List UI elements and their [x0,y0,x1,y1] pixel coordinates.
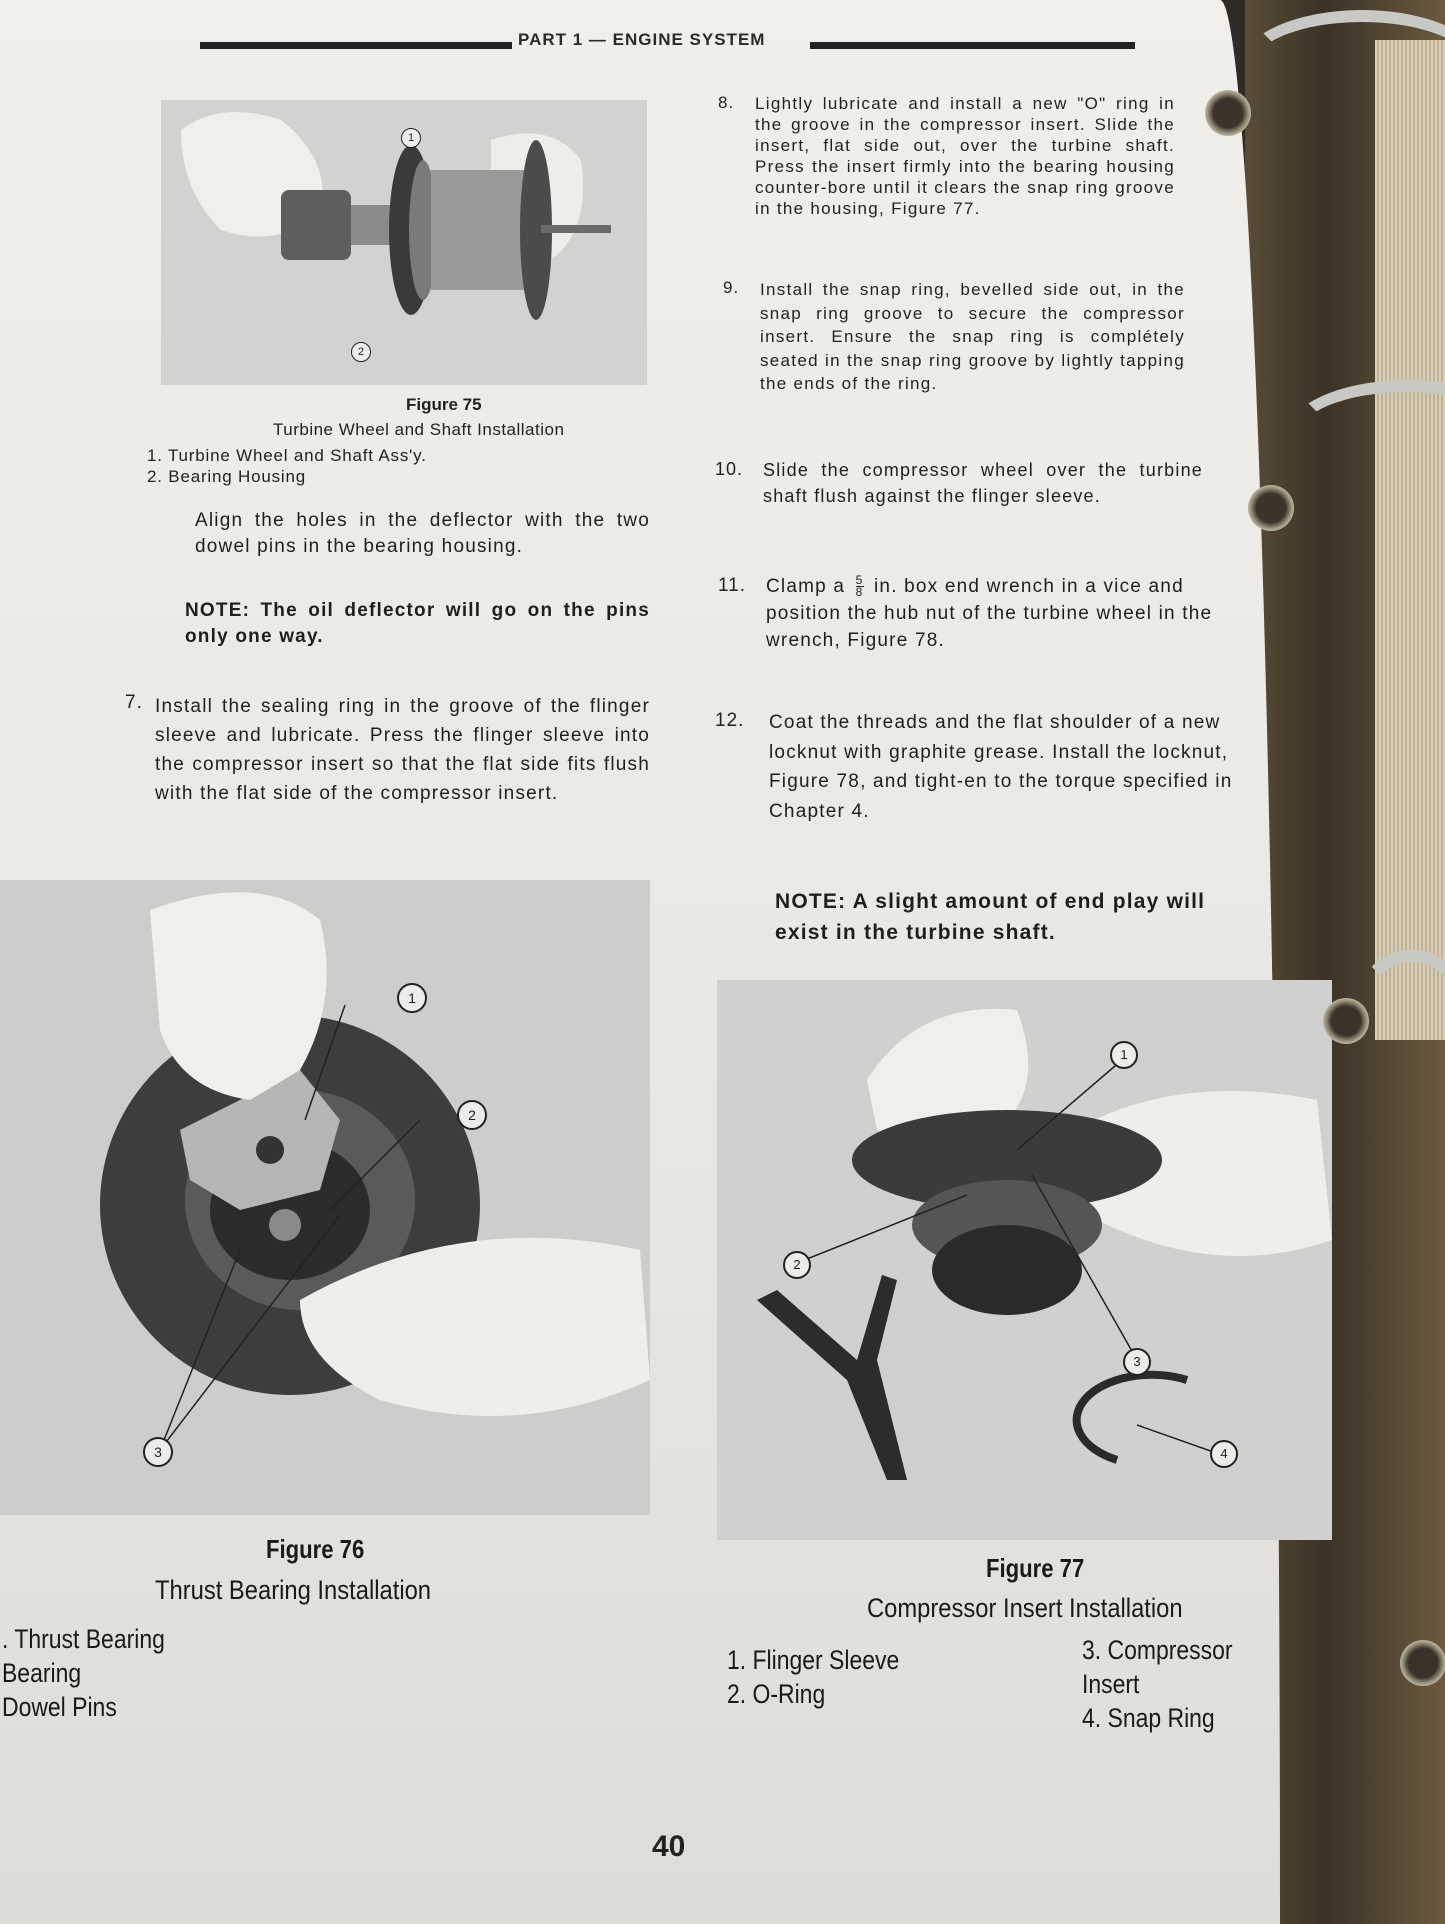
figure-76-title: Figure 76 [266,1534,365,1564]
header-title: PART 1 — ENGINE SYSTEM [518,30,766,49]
step-10-number: 10. [715,459,744,479]
step-9-number: 9. [723,278,740,297]
step-12-text: Coat the threads and the flat shoulder of a new locknut with graphite grease. Install the locknut, Figure 78, and tight-en to the torque specified in Chapter 4. [769,712,1233,822]
figure-77-title: Figure 77 [986,1553,1085,1583]
figure-75-legend [147,445,427,487]
figure-76-subtitle: Thrust Bearing Installation [155,1575,432,1605]
step-8-number: 8. [718,93,735,112]
fraction-numerator: 5 [855,573,864,588]
figure-76-callout-3: 3 [143,1437,173,1467]
figure-77-callout-1: 1 [1110,1041,1138,1069]
page-number: 40 [652,1830,686,1863]
step-8-text: Lightly lubricate and install a new "O" ring in the groove in the compressor insert. Slide the insert, flat side out, over the turbine shaft. Press the insert firmly into the bearing housing counter-bore until it clears the snap ring groove in the housing, Figure 77. [755,94,1175,218]
figure-75-photo [161,100,647,385]
step-10-text: Slide the compressor wheel over the turbine shaft flush against the flinger sleeve. [763,460,1203,506]
figure-77-subtitle: Compressor Insert Installation [867,1593,1183,1623]
figure-75-subtitle: Turbine Wheel and Shaft Installation [273,420,565,439]
figure-76-callout-2: 2 [457,1100,487,1130]
step-11-number: 11. [718,575,747,596]
figure-77-legend-item: 3. Compressor Insert [1082,1635,1233,1699]
step-9-text: Install the snap ring, bevelled side out, in the snap ring groove to secure the compressor insert. Ensure the snap ring is complétely seated in the snap ring groove by lightly tapping the ends of the ring. [760,280,1185,393]
figure-77-callout-4: 4 [1210,1440,1238,1468]
figure-77-photo [717,980,1332,1540]
oil-deflector-note: NOTE: The oil deflector will go on the pins only one way. [185,600,650,647]
page-stack [1375,40,1445,1040]
figure-77-legend-left [727,1643,899,1711]
step-7-text: Install the sealing ring in the groove of the flinger sleeve and lubricate. Press the flinger sleeve into the compressor insert so that the flat side fits flush with the flat side of the compressor insert. [155,696,650,804]
align-paragraph: Align the holes in the deflector with the two dowel pins in the bearing housing. [195,510,650,557]
figure-76-photo [0,880,650,1515]
fraction [856,575,864,598]
figure-76-legend [2,1622,165,1724]
step-7-number: 7. [125,692,143,713]
figure-75-title: Figure 75 [406,395,482,414]
figure-76-callout-1: 1 [397,983,427,1013]
figure-77-legend-right [1082,1633,1250,1735]
figure-75-callout-1: 1 [401,128,421,148]
figure-77-legend-item: 4. Snap Ring [1082,1703,1215,1733]
step-12-number: 12. [715,710,745,731]
figure-75-callout-2: 2 [351,342,371,362]
figure-75-legend-item: 2. Bearing Housing [147,467,306,486]
figure-76-legend-item: . Thrust Bearing [2,1624,165,1654]
header-rule-right [810,42,1135,49]
figure-77-legend-item: 1. Flinger Sleeve [727,1645,900,1675]
step-11-text-a: Clamp a [766,576,846,597]
figure-77-legend-item: 2. O-Ring [727,1679,826,1709]
figure-76-illustration [0,880,650,1515]
figure-76-legend-item: Bearing [2,1658,82,1688]
figure-77-callout-2: 2 [783,1251,811,1279]
step-11-text-b: in. box end wrench in a vice and position the hub nut of the turbine wheel in the wrench, Figure 78. [766,576,1213,651]
header-rule-left [200,42,512,49]
end-play-note: NOTE: A slight amount of end play will exist in the turbine shaft. [775,890,1206,944]
step-11-text [766,573,1221,654]
fraction-denominator: 8 [855,585,864,600]
page-header [200,30,1135,52]
binder-hole [1400,1640,1445,1686]
figure-75-legend-item: 1. Turbine Wheel and Shaft Ass'y. [147,446,427,465]
figure-77-callout-3: 3 [1123,1348,1151,1376]
figure-76-legend-item: Dowel Pins [2,1692,117,1722]
